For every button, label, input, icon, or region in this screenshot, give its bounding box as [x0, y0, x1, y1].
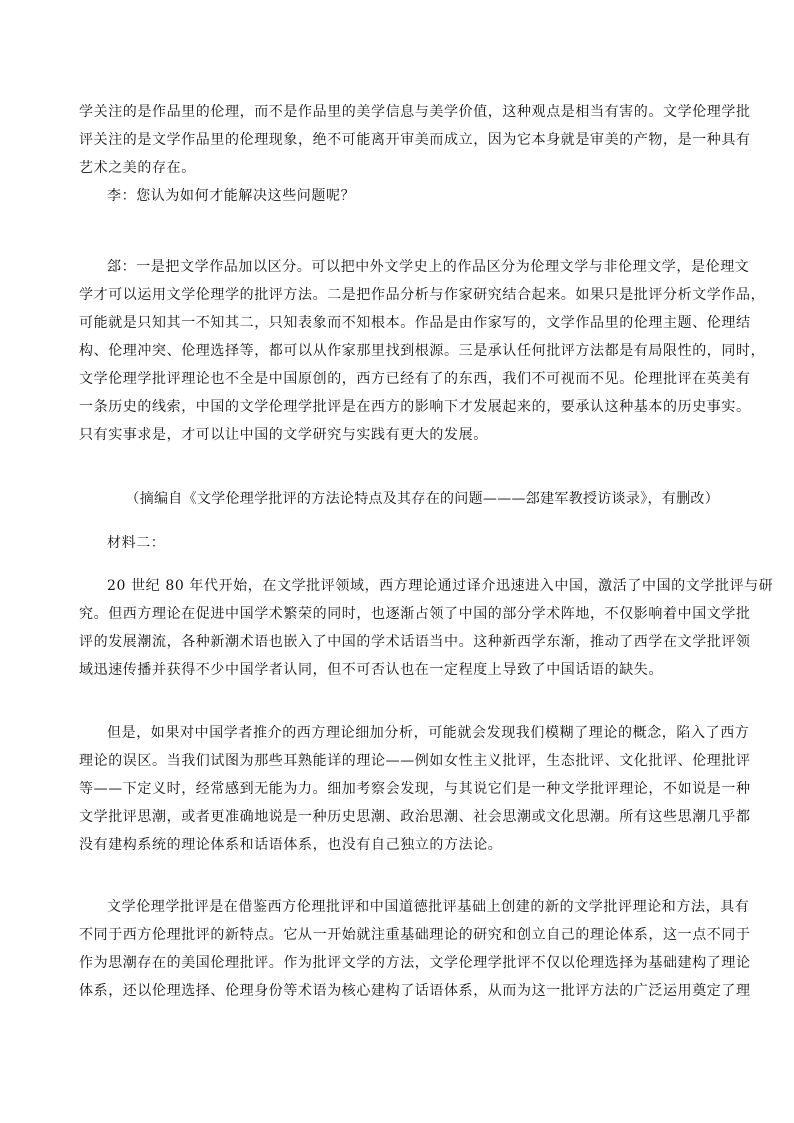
text-line: 体系，还以伦理选择、伦理身份等术语为核心建构了话语体系，从而为这一批评方法的广泛运用奠定了理 [79, 983, 751, 999]
text-line: 没有建构系统的理论体系和话语体系，也没有自己独立的方法论。 [79, 837, 503, 853]
text-line: 20 世纪 80 年代开始，在文学批评领域，西方理论通过译介迅速进入中国，激活了中国的文学批评与研 [107, 578, 774, 594]
text-line: 究。但西方理论在促进中国学术繁荣的同时，也逐渐占领了中国的部分学术阵地，不仅影响着中国文学批 [79, 606, 751, 622]
text-line: 只有实事求是，才可以让中国的文学研究与实践有更大的发展。 [79, 427, 488, 443]
source-note: （摘编自《文学伦理学批评的方法论特点及其存在的问题———郐建军教授访谈录》，有删改） [125, 491, 719, 507]
text-line: 学才可以运用文学伦理学的批评方法。二是把作品分析与作家研究结合起来。如果只是批评分析文学作品， [79, 287, 766, 303]
text-line: 作为思潮存在的美国伦理批评。作为批评文学的方法，文学伦理学批评不仅以伦理选择为基础建构了理论 [79, 955, 751, 971]
question-line: 李：您认为如何才能解决这些问题呢？ [107, 188, 356, 204]
text-line: 评的发展潮流，各种新潮术语也嵌入了中国的学术话语当中。这种新西学东渐，推动了西学在文学批评领 [79, 634, 751, 650]
text-line: 但是，如果对中国学者推介的西方理论细加分析，可能就会发现我们模糊了理论的概念，陷入了西方 [107, 725, 750, 741]
material2-paragraph-2 [79, 719, 751, 859]
text-line: 构、伦理冲突、伦理选择等，都可以从作家那里找到根源。三是承认任何批评方法都是有局限性的，同时， [79, 343, 766, 359]
text-line: 学关注的是作品里的伦理，而不是作品里的美学信息与美学价值，这种观点是相当有害的。文学伦理学批 [79, 104, 751, 120]
text-line: 域迅速传播并获得不少中国学者认同，但不可否认也在一定程度上导致了中国话语的缺失。 [79, 662, 663, 678]
text-line: 郐：一是把文学作品加以区分。可以把中外文学史上的作品区分为伦理文学与非伦理文学，是伦理文 [107, 259, 750, 275]
text-line: 不同于西方伦理批评的新特点。它从一开始就注重基础理论的研究和创立自己的理论体系，这一点不同于 [79, 927, 751, 943]
material2-paragraph-3 [79, 893, 751, 1005]
text-line: 文学批评思潮，或者更准确地说是一种历史思潮、政治思潮、社会思潮或文化思潮。所有这些思潮几乎都 [79, 809, 751, 825]
text-line: 艺术之美的存在。 [79, 160, 196, 176]
material-heading: 材料二： [107, 535, 166, 551]
text-line: 文学伦理学批评理论也不全是中国原创的，西方已经有了的东西，我们不可视而不见。伦理批评在英美有 [79, 371, 751, 387]
text-line: 等——下定义时，经常感到无能为力。细加考察会发现，与其说它们是一种文学批评理论，不如说是一种 [79, 781, 751, 797]
question-paragraph [79, 182, 719, 210]
text-line: 评关注的是文学作品里的伦理现象，绝不可能离开审美而成立，因为它本身就是审美的产物，是一种具有 [79, 132, 751, 148]
text-line: 可能就是只知其一不知其二，只知表象而不知根本。作品是由作家写的，文学作品里的伦理主题、伦理结 [79, 315, 751, 331]
text-line: 理论的误区。当我们试图为那些耳熟能详的理论——例如女性主义批评，生态批评、文化批评、伦理批评 [79, 753, 751, 769]
material2-paragraph-1 [79, 572, 774, 684]
text-line: 文学伦理学批评是在借鉴西方伦理批评和中国道德批评基础上创建的新的文学批评理论和方法，具有 [107, 899, 750, 915]
material-heading-block [79, 529, 719, 557]
answer-paragraph [79, 253, 766, 449]
text-line: 一条历史的线索，中国的文学伦理学批评是在西方的影响下才发展起来的，要承认这种基本的历史事实。 [79, 399, 751, 415]
intro-paragraph [79, 98, 751, 182]
